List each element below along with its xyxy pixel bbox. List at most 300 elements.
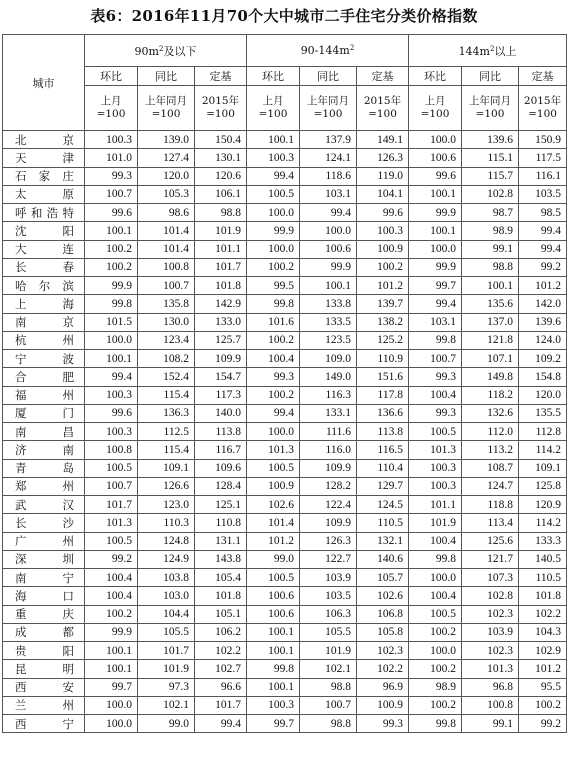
index-value: 100.6 <box>247 605 300 623</box>
index-value: 100.1 <box>247 642 300 660</box>
index-value: 137.9 <box>300 131 357 149</box>
city-name: 宁波 <box>3 350 85 368</box>
index-value: 101.9 <box>195 222 247 240</box>
index-value: 100.3 <box>85 386 138 404</box>
index-value: 100.8 <box>85 441 138 459</box>
table-row <box>3 313 567 331</box>
index-value: 154.8 <box>519 368 567 386</box>
index-value: 100.5 <box>85 532 138 550</box>
superscript: 2 <box>158 44 164 53</box>
index-value: 98.8 <box>300 678 357 696</box>
index-value: 100.2 <box>409 696 462 714</box>
city-name: 南京 <box>3 313 85 331</box>
sub-header: 环比 <box>85 67 138 86</box>
index-value: 107.1 <box>462 350 519 368</box>
index-value: 100.4 <box>247 350 300 368</box>
index-value: 100.0 <box>85 715 138 733</box>
index-value: 128.2 <box>300 477 357 495</box>
table-row <box>3 623 567 641</box>
index-value: 103.9 <box>300 569 357 587</box>
index-value: 133.8 <box>300 295 357 313</box>
index-value: 98.9 <box>409 678 462 696</box>
index-value: 100.0 <box>409 569 462 587</box>
city-column-header: 城市 <box>3 35 85 131</box>
index-value: 100.9 <box>247 477 300 495</box>
index-value: 109.0 <box>300 350 357 368</box>
index-value: 101.7 <box>195 696 247 714</box>
index-value: 106.2 <box>195 623 247 641</box>
index-value: 124.1 <box>300 149 357 167</box>
table-row <box>3 277 567 295</box>
index-value: 110.5 <box>519 569 567 587</box>
index-value: 101.6 <box>247 313 300 331</box>
table-row <box>3 532 567 550</box>
index-value: 116.1 <box>519 167 567 185</box>
index-value: 132.1 <box>357 532 409 550</box>
index-value: 121.8 <box>462 331 519 349</box>
table-row <box>3 386 567 404</box>
index-value: 99.7 <box>247 715 300 733</box>
index-value: 100.7 <box>85 477 138 495</box>
index-value: 99.9 <box>409 258 462 276</box>
index-value: 149.8 <box>462 368 519 386</box>
city-name: 哈尔滨 <box>3 277 85 295</box>
index-value: 115.1 <box>462 149 519 167</box>
index-value: 105.3 <box>138 185 195 203</box>
index-value: 103.0 <box>138 587 195 605</box>
index-value: 108.7 <box>462 459 519 477</box>
index-value: 140.5 <box>519 550 567 568</box>
index-value: 100.7 <box>409 350 462 368</box>
index-value: 151.6 <box>357 368 409 386</box>
index-value: 100.1 <box>247 131 300 149</box>
sub-header: 定基 <box>357 67 409 86</box>
index-value: 98.6 <box>138 204 195 222</box>
index-value: 100.1 <box>409 185 462 203</box>
index-value: 101.2 <box>519 277 567 295</box>
index-value: 98.8 <box>462 258 519 276</box>
city-name: 沈阳 <box>3 222 85 240</box>
index-value: 99.4 <box>195 715 247 733</box>
superscript: 2 <box>490 44 495 53</box>
table-row <box>3 423 567 441</box>
index-value: 109.6 <box>195 459 247 477</box>
index-value: 140.6 <box>357 550 409 568</box>
index-value: 100.3 <box>409 459 462 477</box>
index-value: 100.3 <box>247 149 300 167</box>
index-value: 137.0 <box>462 313 519 331</box>
index-value: 98.5 <box>519 204 567 222</box>
index-value: 105.8 <box>357 623 409 641</box>
index-value: 125.1 <box>195 496 247 514</box>
index-value: 105.5 <box>138 623 195 641</box>
index-value: 120.6 <box>195 167 247 185</box>
index-value: 112.0 <box>462 423 519 441</box>
table-row <box>3 587 567 605</box>
city-name: 上海 <box>3 295 85 313</box>
index-value: 97.3 <box>138 678 195 696</box>
index-value: 101.3 <box>247 441 300 459</box>
index-value: 100.2 <box>247 331 300 349</box>
index-value: 126.3 <box>300 532 357 550</box>
index-value: 100.5 <box>247 185 300 203</box>
index-value: 120.0 <box>519 386 567 404</box>
index-value: 133.1 <box>300 404 357 422</box>
index-value: 125.2 <box>357 331 409 349</box>
index-value: 98.8 <box>300 715 357 733</box>
index-value: 99.9 <box>247 222 300 240</box>
index-value: 149.0 <box>300 368 357 386</box>
table-row <box>3 496 567 514</box>
index-value: 125.6 <box>462 532 519 550</box>
index-value: 100.5 <box>409 605 462 623</box>
city-name: 北京 <box>3 131 85 149</box>
city-name: 重庆 <box>3 605 85 623</box>
index-value: 110.9 <box>357 350 409 368</box>
index-value: 100.4 <box>409 587 462 605</box>
index-value: 100.0 <box>247 240 300 258</box>
index-value: 117.3 <box>195 386 247 404</box>
index-value: 105.4 <box>195 569 247 587</box>
superscript: 2 <box>349 44 355 52</box>
index-value: 103.9 <box>462 623 519 641</box>
index-value: 102.1 <box>138 696 195 714</box>
index-value: 102.3 <box>357 642 409 660</box>
index-value: 101.3 <box>462 660 519 678</box>
table-row <box>3 642 567 660</box>
index-value: 121.7 <box>462 550 519 568</box>
group-label: 90-144m <box>300 44 350 57</box>
base-header: 上月 =100 <box>409 86 462 131</box>
index-value: 138.2 <box>357 313 409 331</box>
index-value: 101.8 <box>195 277 247 295</box>
base-header: 2015年 =100 <box>519 86 567 131</box>
sub-header: 定基 <box>519 67 567 86</box>
city-name: 海口 <box>3 587 85 605</box>
index-value: 98.9 <box>462 222 519 240</box>
city-name: 大连 <box>3 240 85 258</box>
index-value: 101.9 <box>300 642 357 660</box>
index-value: 116.3 <box>300 386 357 404</box>
group-label-suffix: 及以下 <box>163 44 197 58</box>
index-value: 99.9 <box>85 623 138 641</box>
index-value: 100.7 <box>85 185 138 203</box>
city-name: 青岛 <box>3 459 85 477</box>
index-value: 101.5 <box>85 313 138 331</box>
base-header: 2015年 =100 <box>357 86 409 131</box>
index-value: 118.6 <box>300 167 357 185</box>
index-value: 124.9 <box>138 550 195 568</box>
index-value: 103.5 <box>519 185 567 203</box>
index-value: 99.3 <box>85 167 138 185</box>
index-value: 99.8 <box>247 660 300 678</box>
index-value: 139.6 <box>462 131 519 149</box>
index-value: 149.1 <box>357 131 409 149</box>
index-value: 102.6 <box>357 587 409 605</box>
index-value: 139.7 <box>357 295 409 313</box>
sub-header: 同比 <box>138 67 195 86</box>
group-label: 144m <box>458 44 490 58</box>
index-value: 123.4 <box>138 331 195 349</box>
index-value: 122.7 <box>300 550 357 568</box>
index-value: 100.2 <box>519 696 567 714</box>
index-value: 99.7 <box>85 678 138 696</box>
index-value: 101.1 <box>409 496 462 514</box>
city-name: 南宁 <box>3 569 85 587</box>
index-value: 99.1 <box>462 240 519 258</box>
index-value: 115.4 <box>138 386 195 404</box>
table-row <box>3 605 567 623</box>
index-value: 96.6 <box>195 678 247 696</box>
index-value: 112.5 <box>138 423 195 441</box>
index-value: 100.5 <box>247 569 300 587</box>
index-value: 123.0 <box>138 496 195 514</box>
index-value: 102.2 <box>357 660 409 678</box>
group-header <box>247 35 409 67</box>
index-value: 102.8 <box>462 185 519 203</box>
index-value: 99.3 <box>409 404 462 422</box>
index-value: 116.7 <box>195 441 247 459</box>
index-value: 99.9 <box>409 204 462 222</box>
index-value: 100.4 <box>409 386 462 404</box>
sub-header: 环比 <box>409 67 462 86</box>
index-value: 114.2 <box>519 441 567 459</box>
index-value: 154.7 <box>195 368 247 386</box>
index-value: 101.4 <box>247 514 300 532</box>
index-value: 152.4 <box>138 368 195 386</box>
index-value: 103.1 <box>300 185 357 203</box>
table-row <box>3 204 567 222</box>
index-value: 99.6 <box>357 204 409 222</box>
page-title: 表6：2016年11月70个大中城市二手住宅分类价格指数 <box>90 7 478 25</box>
index-value: 99.1 <box>462 715 519 733</box>
index-value: 100.6 <box>300 240 357 258</box>
index-value: 100.2 <box>247 258 300 276</box>
index-value: 117.5 <box>519 149 567 167</box>
index-value: 109.9 <box>195 350 247 368</box>
base-header: 2015年 =100 <box>195 86 247 131</box>
index-value: 142.9 <box>195 295 247 313</box>
index-value: 99.8 <box>409 331 462 349</box>
index-value: 100.9 <box>357 240 409 258</box>
index-value: 101.3 <box>85 514 138 532</box>
index-value: 109.1 <box>519 459 567 477</box>
table-row <box>3 258 567 276</box>
index-value: 99.6 <box>409 167 462 185</box>
index-value: 100.0 <box>409 240 462 258</box>
index-value: 136.6 <box>357 404 409 422</box>
index-value: 101.4 <box>138 222 195 240</box>
table-row <box>3 459 567 477</box>
index-value: 99.2 <box>519 258 567 276</box>
index-value: 131.1 <box>195 532 247 550</box>
index-value: 101.3 <box>409 441 462 459</box>
index-value: 114.2 <box>519 514 567 532</box>
index-value: 100.3 <box>85 423 138 441</box>
index-value: 100.2 <box>85 258 138 276</box>
index-value: 100.0 <box>85 696 138 714</box>
index-value: 100.1 <box>85 350 138 368</box>
index-value: 100.5 <box>85 459 138 477</box>
index-value: 99.4 <box>409 295 462 313</box>
table-row <box>3 149 567 167</box>
index-value: 115.4 <box>138 441 195 459</box>
index-value: 123.5 <box>300 331 357 349</box>
index-value: 100.0 <box>247 204 300 222</box>
index-value: 142.0 <box>519 295 567 313</box>
index-value: 101.7 <box>138 642 195 660</box>
index-value: 99.4 <box>247 167 300 185</box>
index-value: 100.6 <box>409 149 462 167</box>
table-row <box>3 550 567 568</box>
index-value: 120.0 <box>138 167 195 185</box>
index-value: 100.1 <box>85 222 138 240</box>
index-value: 100.8 <box>462 696 519 714</box>
index-value: 102.9 <box>519 642 567 660</box>
index-value: 101.4 <box>138 240 195 258</box>
sub-header: 定基 <box>195 67 247 86</box>
index-value: 110.4 <box>357 459 409 477</box>
base-header: 上年同月 =100 <box>300 86 357 131</box>
table-row <box>3 660 567 678</box>
index-value: 100.5 <box>409 423 462 441</box>
index-value: 143.8 <box>195 550 247 568</box>
index-value: 100.4 <box>409 532 462 550</box>
index-value: 133.5 <box>300 313 357 331</box>
index-value: 109.2 <box>519 350 567 368</box>
index-value: 135.8 <box>138 295 195 313</box>
group-header <box>409 35 567 67</box>
index-value: 117.8 <box>357 386 409 404</box>
index-value: 99.4 <box>519 222 567 240</box>
index-value: 100.4 <box>85 569 138 587</box>
index-value: 139.0 <box>138 131 195 149</box>
index-value: 99.2 <box>85 550 138 568</box>
index-value: 132.6 <box>462 404 519 422</box>
index-value: 105.5 <box>300 623 357 641</box>
index-value: 99.6 <box>85 204 138 222</box>
index-value: 115.7 <box>462 167 519 185</box>
index-value: 130.1 <box>195 149 247 167</box>
index-value: 100.0 <box>409 642 462 660</box>
index-value: 116.0 <box>300 441 357 459</box>
table-row <box>3 240 567 258</box>
index-value: 100.0 <box>85 331 138 349</box>
index-value: 104.1 <box>357 185 409 203</box>
index-value: 101.0 <box>85 149 138 167</box>
city-name: 昆明 <box>3 660 85 678</box>
index-value: 105.1 <box>195 605 247 623</box>
index-value: 99.8 <box>409 715 462 733</box>
index-value: 100.0 <box>247 423 300 441</box>
base-header: 上月 =100 <box>247 86 300 131</box>
city-name: 石家庄 <box>3 167 85 185</box>
index-value: 102.6 <box>247 496 300 514</box>
index-value: 96.8 <box>462 678 519 696</box>
index-value: 100.2 <box>409 623 462 641</box>
city-name: 济南 <box>3 441 85 459</box>
index-value: 102.3 <box>462 605 519 623</box>
index-value: 101.7 <box>195 258 247 276</box>
index-value: 102.2 <box>195 642 247 660</box>
city-name: 广州 <box>3 532 85 550</box>
index-value: 96.9 <box>357 678 409 696</box>
index-value: 100.2 <box>85 605 138 623</box>
index-value: 112.8 <box>519 423 567 441</box>
index-value: 113.2 <box>462 441 519 459</box>
index-value: 100.1 <box>300 277 357 295</box>
index-value: 150.9 <box>519 131 567 149</box>
index-value: 98.8 <box>195 204 247 222</box>
index-value: 100.1 <box>85 642 138 660</box>
index-value: 127.4 <box>138 149 195 167</box>
table-row <box>3 569 567 587</box>
index-value: 100.3 <box>357 222 409 240</box>
index-value: 124.7 <box>462 477 519 495</box>
index-value: 99.0 <box>247 550 300 568</box>
index-value: 118.8 <box>462 496 519 514</box>
index-value: 100.3 <box>247 696 300 714</box>
index-value: 100.9 <box>357 696 409 714</box>
index-value: 109.9 <box>300 514 357 532</box>
index-value: 133.3 <box>519 532 567 550</box>
index-value: 99.8 <box>85 295 138 313</box>
index-value: 113.4 <box>462 514 519 532</box>
price-index-table <box>2 34 567 733</box>
index-value: 126.6 <box>138 477 195 495</box>
index-value: 99.4 <box>247 404 300 422</box>
index-value: 124.8 <box>138 532 195 550</box>
table-row <box>3 222 567 240</box>
index-value: 106.8 <box>357 605 409 623</box>
index-value: 133.0 <box>195 313 247 331</box>
index-value: 106.1 <box>195 185 247 203</box>
index-value: 101.2 <box>247 532 300 550</box>
index-value: 124.0 <box>519 331 567 349</box>
index-value: 110.5 <box>357 514 409 532</box>
index-value: 100.0 <box>300 222 357 240</box>
table-row <box>3 477 567 495</box>
index-value: 116.5 <box>357 441 409 459</box>
index-value: 99.9 <box>85 277 138 295</box>
index-value: 101.9 <box>138 660 195 678</box>
index-value: 100.7 <box>300 696 357 714</box>
index-value: 99.9 <box>300 258 357 276</box>
index-value: 109.1 <box>138 459 195 477</box>
index-value: 113.8 <box>195 423 247 441</box>
index-value: 100.1 <box>247 623 300 641</box>
index-value: 99.4 <box>85 368 138 386</box>
index-value: 101.1 <box>195 240 247 258</box>
index-value: 99.4 <box>519 240 567 258</box>
index-value: 150.4 <box>195 131 247 149</box>
table-row <box>3 441 567 459</box>
index-value: 101.8 <box>519 587 567 605</box>
city-name: 南昌 <box>3 423 85 441</box>
index-value: 99.7 <box>409 277 462 295</box>
city-name: 郑州 <box>3 477 85 495</box>
index-value: 99.3 <box>409 368 462 386</box>
table-row <box>3 167 567 185</box>
index-value: 105.7 <box>357 569 409 587</box>
index-value: 102.3 <box>462 642 519 660</box>
city-name: 合肥 <box>3 368 85 386</box>
index-value: 99.6 <box>85 404 138 422</box>
city-name: 天津 <box>3 149 85 167</box>
index-value: 104.3 <box>519 623 567 641</box>
city-name: 成都 <box>3 623 85 641</box>
index-value: 99.3 <box>247 368 300 386</box>
